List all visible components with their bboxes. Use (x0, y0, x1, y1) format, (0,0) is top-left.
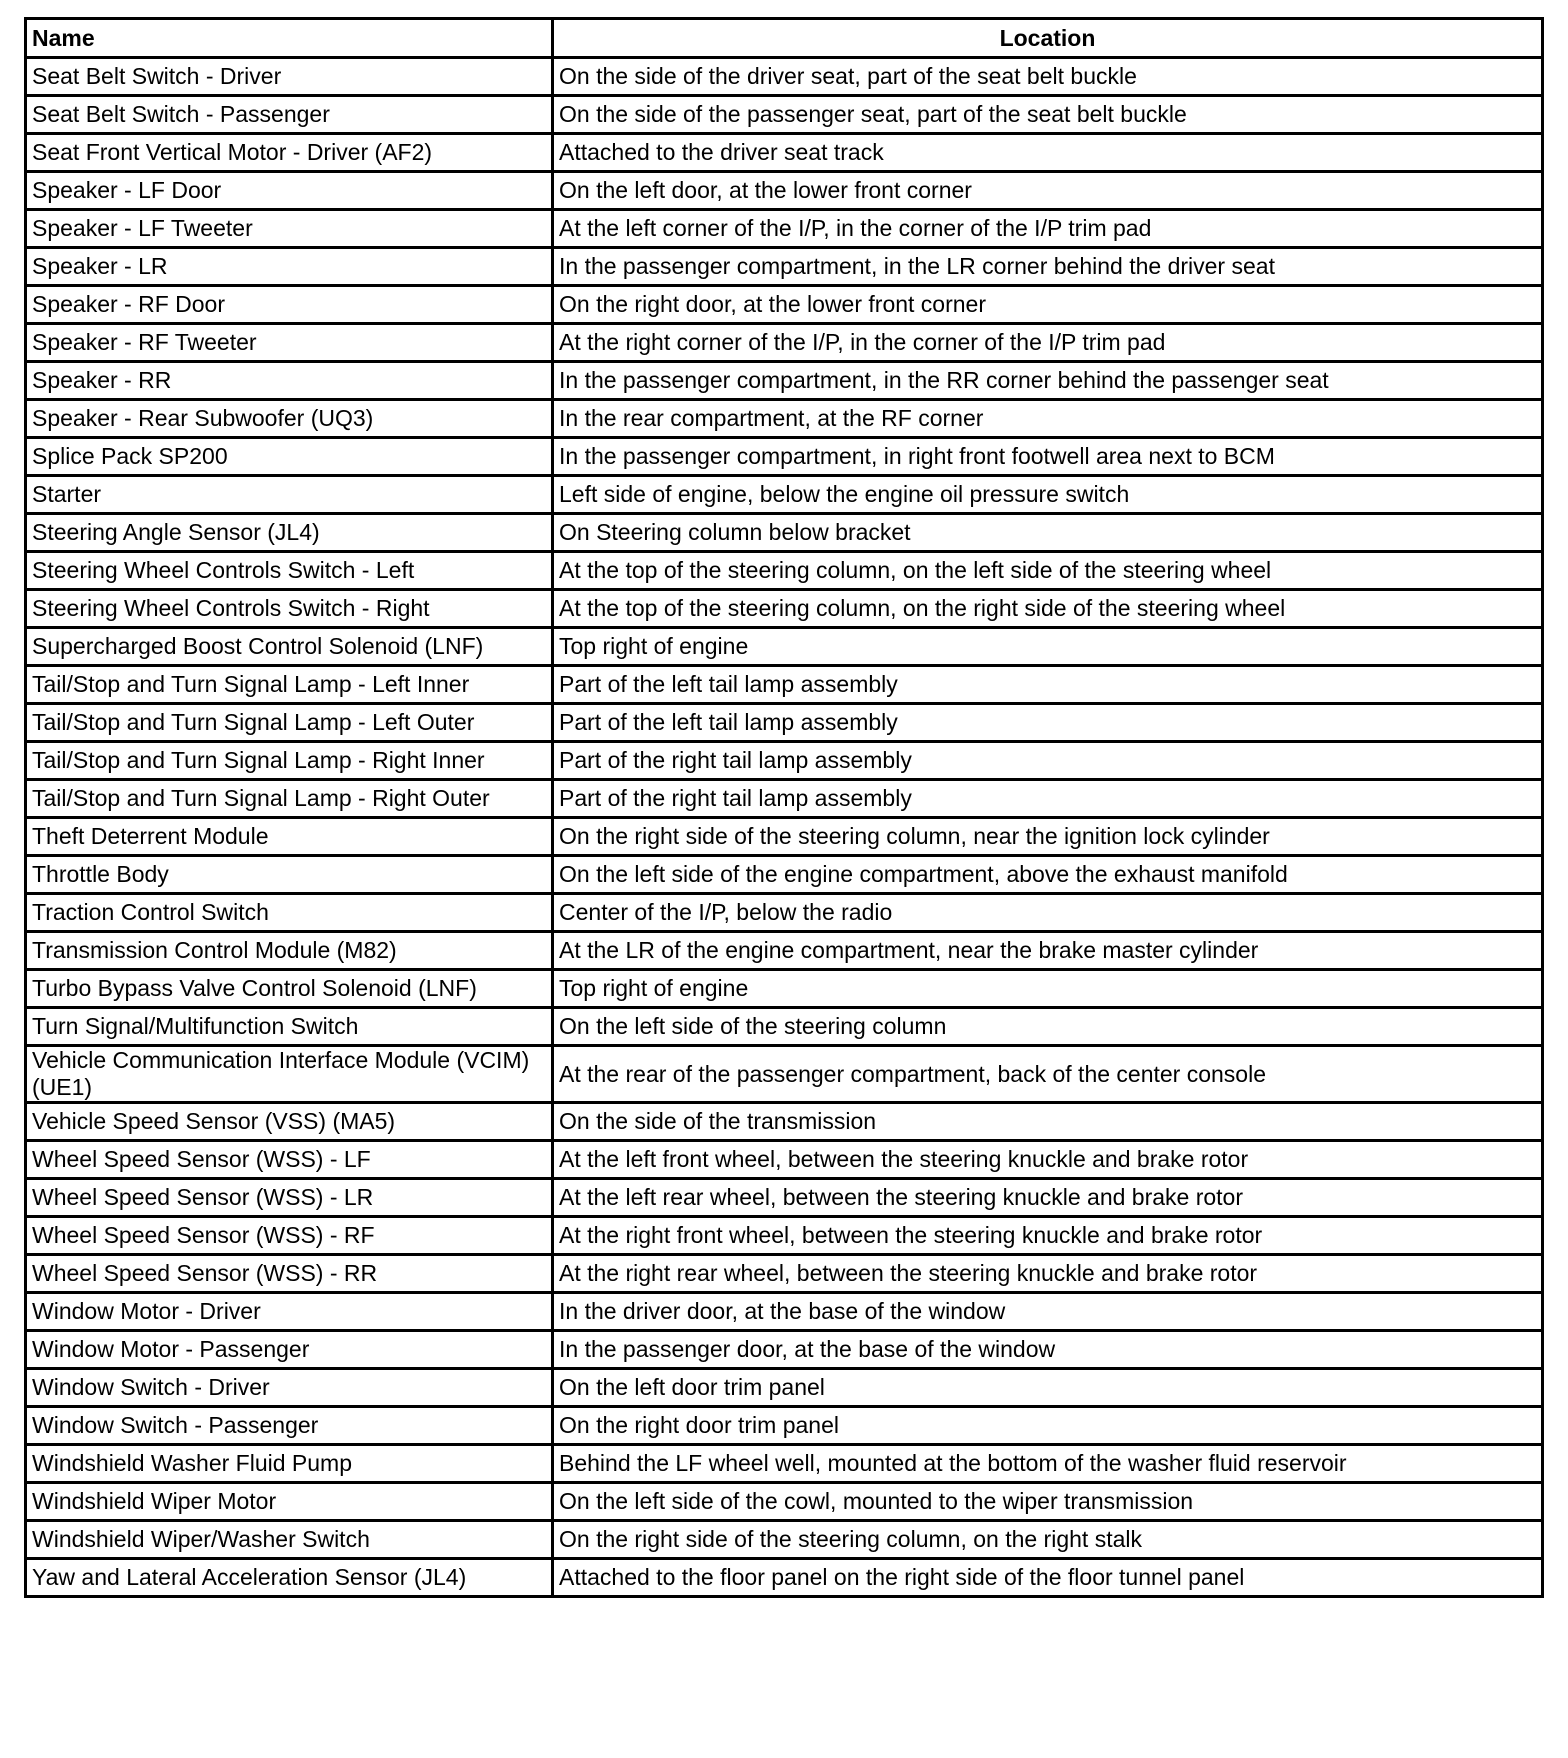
table-row (26, 134, 1543, 172)
component-location-cell: In the passenger compartment, in the LR corner behind the driver seat (553, 248, 1543, 286)
table-row (26, 324, 1543, 362)
table-row (26, 514, 1543, 552)
component-location-cell: At the right rear wheel, between the steering knuckle and brake rotor (553, 1255, 1543, 1293)
component-name-cell: Speaker - LR (26, 248, 553, 286)
component-name-cell: Steering Wheel Controls Switch - Left (26, 552, 553, 590)
location-column-header: Location (553, 19, 1543, 58)
component-name-cell: Window Motor - Passenger (26, 1331, 553, 1369)
component-location-cell: Attached to the driver seat track (553, 134, 1543, 172)
component-name-cell: Speaker - RF Door (26, 286, 553, 324)
component-name-cell: Supercharged Boost Control Solenoid (LNF) (26, 628, 553, 666)
table-row (26, 1103, 1543, 1141)
table-row (26, 476, 1543, 514)
table-row (26, 286, 1543, 324)
table-row (26, 590, 1543, 628)
component-name-cell: Transmission Control Module (M82) (26, 932, 553, 970)
component-location-cell: On the right side of the steering column, near the ignition lock cylinder (553, 818, 1543, 856)
table-row (26, 438, 1543, 476)
table-row (26, 742, 1543, 780)
table-row (26, 1331, 1543, 1369)
table-row (26, 932, 1543, 970)
component-name-cell: Tail/Stop and Turn Signal Lamp - Left Inner (26, 666, 553, 704)
component-location-cell: On the side of the driver seat, part of the seat belt buckle (553, 58, 1543, 96)
table-row (26, 1008, 1543, 1046)
component-location-cell: Top right of engine (553, 970, 1543, 1008)
table-row (26, 1559, 1543, 1597)
table-row (26, 1255, 1543, 1293)
component-name-cell: Theft Deterrent Module (26, 818, 553, 856)
component-location-cell: Part of the right tail lamp assembly (553, 742, 1543, 780)
table-row (26, 704, 1543, 742)
table-row (26, 1293, 1543, 1331)
table-row (26, 1217, 1543, 1255)
header-row (26, 19, 1543, 58)
table-row (26, 1483, 1543, 1521)
component-locator-table (24, 17, 1544, 1598)
table-row (26, 248, 1543, 286)
component-name-cell: Seat Belt Switch - Driver (26, 58, 553, 96)
component-name-cell: Windshield Wiper/Washer Switch (26, 1521, 553, 1559)
table-row (26, 400, 1543, 438)
component-location-cell: Top right of engine (553, 628, 1543, 666)
component-location-cell: On the left door trim panel (553, 1369, 1543, 1407)
table-row (26, 1141, 1543, 1179)
component-name-cell: Speaker - Rear Subwoofer (UQ3) (26, 400, 553, 438)
component-name-cell: Tail/Stop and Turn Signal Lamp - Right Inner (26, 742, 553, 780)
table-row (26, 58, 1543, 96)
component-location-cell: In the driver door, at the base of the window (553, 1293, 1543, 1331)
component-name-cell: Tail/Stop and Turn Signal Lamp - Left Outer (26, 704, 553, 742)
component-name-cell: Steering Wheel Controls Switch - Right (26, 590, 553, 628)
component-name-cell: Window Switch - Driver (26, 1369, 553, 1407)
name-column-header: Name (26, 19, 553, 58)
component-location-cell: In the passenger door, at the base of the window (553, 1331, 1543, 1369)
component-name-cell: Speaker - LF Tweeter (26, 210, 553, 248)
table-row (26, 628, 1543, 666)
table-row (26, 818, 1543, 856)
component-location-cell: At the top of the steering column, on the right side of the steering wheel (553, 590, 1543, 628)
component-location-cell: Behind the LF wheel well, mounted at the bottom of the washer fluid reservoir (553, 1445, 1543, 1483)
component-name-cell: Splice Pack SP200 (26, 438, 553, 476)
component-location-cell: On the side of the transmission (553, 1103, 1543, 1141)
component-location-cell: On the left side of the cowl, mounted to the wiper transmission (553, 1483, 1543, 1521)
component-location-cell: At the top of the steering column, on the left side of the steering wheel (553, 552, 1543, 590)
component-location-cell: At the right corner of the I/P, in the corner of the I/P trim pad (553, 324, 1543, 362)
component-name-cell: Windshield Wiper Motor (26, 1483, 553, 1521)
component-name-cell: Starter (26, 476, 553, 514)
component-name-cell: Vehicle Communication Interface Module (VCIM) (UE1) (26, 1046, 553, 1103)
component-name-cell: Seat Front Vertical Motor - Driver (AF2) (26, 134, 553, 172)
component-locator-table-container (24, 17, 1544, 1598)
component-name-cell: Steering Angle Sensor (JL4) (26, 514, 553, 552)
table-row (26, 96, 1543, 134)
component-location-cell: At the left corner of the I/P, in the corner of the I/P trim pad (553, 210, 1543, 248)
table-row (26, 970, 1543, 1008)
table-row (26, 666, 1543, 704)
table-row (26, 172, 1543, 210)
component-name-cell: Windshield Washer Fluid Pump (26, 1445, 553, 1483)
component-name-cell: Wheel Speed Sensor (WSS) - RF (26, 1217, 553, 1255)
component-location-cell: Center of the I/P, below the radio (553, 894, 1543, 932)
component-location-cell: On the right door, at the lower front corner (553, 286, 1543, 324)
component-location-cell: At the LR of the engine compartment, near the brake master cylinder (553, 932, 1543, 970)
component-location-cell: On the left door, at the lower front corner (553, 172, 1543, 210)
component-location-cell: On Steering column below bracket (553, 514, 1543, 552)
component-name-cell: Window Motor - Driver (26, 1293, 553, 1331)
table-row (26, 1407, 1543, 1445)
component-location-cell: In the passenger compartment, in right front footwell area next to BCM (553, 438, 1543, 476)
component-location-cell: On the left side of the engine compartment, above the exhaust manifold (553, 856, 1543, 894)
table-row (26, 210, 1543, 248)
component-name-cell: Traction Control Switch (26, 894, 553, 932)
table-row (26, 1445, 1543, 1483)
component-name-cell: Vehicle Speed Sensor (VSS) (MA5) (26, 1103, 553, 1141)
component-location-cell: In the rear compartment, at the RF corner (553, 400, 1543, 438)
component-name-cell: Wheel Speed Sensor (WSS) - LR (26, 1179, 553, 1217)
table-row (26, 552, 1543, 590)
component-name-cell: Speaker - LF Door (26, 172, 553, 210)
component-name-cell: Turn Signal/Multifunction Switch (26, 1008, 553, 1046)
component-location-cell: Left side of engine, below the engine oil pressure switch (553, 476, 1543, 514)
table-row (26, 780, 1543, 818)
component-name-cell: Window Switch - Passenger (26, 1407, 553, 1445)
component-name-cell: Speaker - RF Tweeter (26, 324, 553, 362)
component-location-cell: At the right front wheel, between the steering knuckle and brake rotor (553, 1217, 1543, 1255)
table-row (26, 1046, 1543, 1103)
table-row (26, 362, 1543, 400)
component-location-cell: On the left side of the steering column (553, 1008, 1543, 1046)
component-location-cell: Part of the left tail lamp assembly (553, 666, 1543, 704)
component-name-cell: Wheel Speed Sensor (WSS) - LF (26, 1141, 553, 1179)
component-name-cell: Throttle Body (26, 856, 553, 894)
table-body (26, 58, 1543, 1597)
component-name-cell: Wheel Speed Sensor (WSS) - RR (26, 1255, 553, 1293)
component-name-cell: Tail/Stop and Turn Signal Lamp - Right Outer (26, 780, 553, 818)
table-row (26, 894, 1543, 932)
component-location-cell: Attached to the floor panel on the right side of the floor tunnel panel (553, 1559, 1543, 1597)
component-location-cell: In the passenger compartment, in the RR corner behind the passenger seat (553, 362, 1543, 400)
component-location-cell: Part of the right tail lamp assembly (553, 780, 1543, 818)
component-location-cell: Part of the left tail lamp assembly (553, 704, 1543, 742)
component-name-cell: Turbo Bypass Valve Control Solenoid (LNF) (26, 970, 553, 1008)
component-name-cell: Seat Belt Switch - Passenger (26, 96, 553, 134)
table-row (26, 1521, 1543, 1559)
component-location-cell: At the left front wheel, between the steering knuckle and brake rotor (553, 1141, 1543, 1179)
table-row (26, 1369, 1543, 1407)
component-location-cell: On the side of the passenger seat, part of the seat belt buckle (553, 96, 1543, 134)
table-row (26, 1179, 1543, 1217)
component-location-cell: On the right door trim panel (553, 1407, 1543, 1445)
table-row (26, 856, 1543, 894)
component-location-cell: At the rear of the passenger compartment, back of the center console (553, 1046, 1543, 1103)
component-location-cell: At the left rear wheel, between the steering knuckle and brake rotor (553, 1179, 1543, 1217)
component-name-cell: Yaw and Lateral Acceleration Sensor (JL4) (26, 1559, 553, 1597)
component-location-cell: On the right side of the steering column, on the right stalk (553, 1521, 1543, 1559)
component-name-cell: Speaker - RR (26, 362, 553, 400)
